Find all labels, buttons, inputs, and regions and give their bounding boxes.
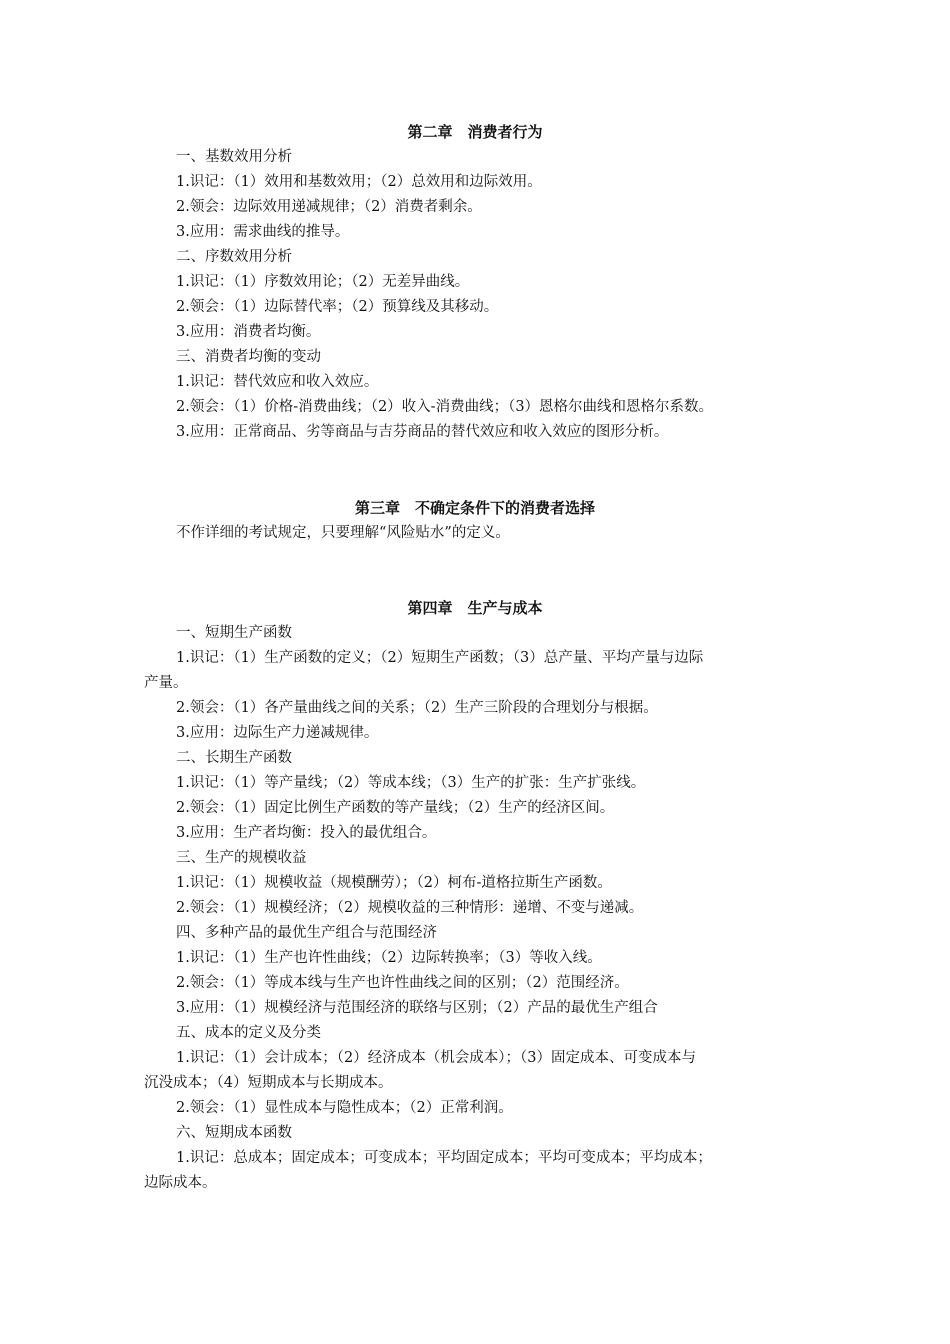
text-line: 1.识记：（1）效用和基数效用；（2）总效用和边际效用。 [176,174,542,190]
text-line: 3.应用：（1）规模经济与范围经济的联络与区别；（2）产品的最优生产组合 [176,1000,658,1016]
text-line-continuation: 沉没成本；（4）短期成本与长期成本。 [144,1075,393,1091]
section-heading: 五、成本的定义及分类 [176,1025,321,1041]
text-line: 2.领会：边际效用递减规律；（2）消费者剩余。 [176,199,482,215]
text-line-continuation: 产量。 [144,675,188,691]
section-heading: 六、短期成本函数 [176,1125,292,1141]
text-line: 2.领会：（1）边际替代率；（2）预算线及其移动。 [176,299,499,315]
chapter-4-title: 第四章 生产与成本 [407,599,543,617]
chapter-2-title: 第二章 消费者行为 [407,123,543,141]
text-line: 3.应用：需求曲线的推导。 [176,224,350,240]
text-line: 1.识记：替代效应和收入效应。 [176,374,379,390]
section-heading: 三、生产的规模收益 [176,850,307,866]
section-heading: 三、消费者均衡的变动 [176,349,321,365]
text-line-continuation: 边际成本。 [144,1175,217,1191]
text-line: 2.领会：（1）各产量曲线之间的关系；（2）生产三阶段的合理划分与根据。 [176,700,658,716]
text-line: 2.领会：（1）规模经济；（2）规模收益的三种情形：递增、不变与递减。 [176,900,644,916]
text-line: 2.领会：（1）价格-消费曲线；（2）收入-消费曲线；（3）恩格尔曲线和恩格尔系数。 [176,399,714,415]
section-heading: 一、短期生产函数 [176,625,292,641]
section-heading: 四、多种产品的最优生产组合与范围经济 [176,925,437,941]
section-heading: 一、基数效用分析 [176,149,292,165]
text-line: 3.应用：生产者均衡：投入的最优组合。 [176,825,437,841]
section-heading: 二、序数效用分析 [176,249,292,265]
chapter-3-title: 第三章 不确定条件下的消费者选择 [354,499,595,517]
text-line: 1.识记：（1）会计成本；（2）经济成本（机会成本）；（3）固定成本、可变成本与 [176,1050,697,1066]
text-line: 1.识记：（1）等产量线；（2）等成本线；（3）生产的扩张：生产扩张线。 [176,775,646,791]
text-line: 3.应用：边际生产力递减规律。 [176,725,379,741]
section-heading: 二、长期生产函数 [176,750,292,766]
text-line: 1.识记：（1）生产函数的定义；（2）短期生产函数；（3）总产量、平均产量与边际 [176,650,704,666]
text-line: 3.应用：消费者均衡。 [176,324,321,340]
text-line: 不作详细的考试规定，只要理解“风险贴水”的定义。 [176,525,510,541]
text-line: 1.识记：（1）序数效用论；（2）无差异曲线。 [176,274,470,290]
text-line: 1.识记：总成本；固定成本；可变成本；平均固定成本；平均可变成本；平均成本； [176,1150,712,1166]
text-line: 3.应用：正常商品、劣等商品与吉芬商品的替代效应和收入效应的图形分析。 [176,424,669,440]
text-line: 2.领会：（1）显性成本与隐性成本；（2）正常利润。 [176,1100,513,1116]
text-line: 2.领会：（1）等成本线与生产也许性曲线之间的区别；（2）范围经济。 [176,975,629,991]
text-line: 2.领会：（1）固定比例生产函数的等产量线；（2）生产的经济区间。 [176,800,615,816]
text-line: 1.识记：（1）生产也许性曲线；（2）边际转换率；（3）等收入线。 [176,950,602,966]
text-line: 1.识记：（1）规模收益（规模酬劳）；（2）柯布-道格拉斯生产函数。 [176,875,612,891]
